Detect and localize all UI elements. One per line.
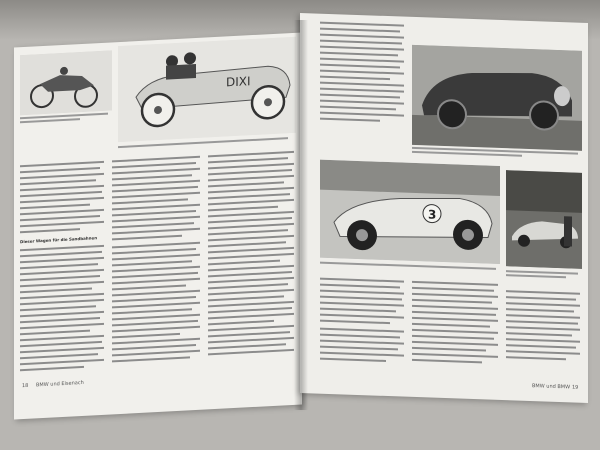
right-text-top xyxy=(320,22,406,135)
right-text-column-2 xyxy=(412,281,500,384)
photo-small-race xyxy=(506,170,582,269)
roadster-illustration xyxy=(412,45,582,151)
right-page xyxy=(300,13,588,403)
photo-small-car xyxy=(20,50,112,115)
right-text-column-1 xyxy=(320,278,406,381)
left-text-column-3 xyxy=(208,151,296,392)
photo-race-car xyxy=(320,160,500,264)
dixi-lettering: DIXI xyxy=(226,74,251,90)
right-text-column-3 xyxy=(506,290,582,387)
left-text-column-1 xyxy=(20,161,106,402)
small-race-illustration xyxy=(506,170,582,269)
left-page-number: 18 xyxy=(22,382,29,390)
book-gutter xyxy=(294,20,308,410)
left-section-heading: Dieser Wagen für die Sandbahnen xyxy=(20,235,98,245)
race-number: 3 xyxy=(428,207,437,222)
left-text-column-2 xyxy=(112,156,202,397)
race-car-illustration xyxy=(320,160,500,264)
caption-small-race xyxy=(506,270,582,279)
small-car-illustration xyxy=(20,50,112,115)
right-footer: BMW und BMW xyxy=(532,383,571,391)
left-page xyxy=(14,32,302,419)
photo-dixi-car xyxy=(118,37,296,142)
left-footer: BMW und Eisenach xyxy=(36,379,84,389)
right-page-number: 19 xyxy=(572,384,579,391)
photo-roadster xyxy=(412,45,582,151)
dixi-car-illustration xyxy=(118,37,296,142)
